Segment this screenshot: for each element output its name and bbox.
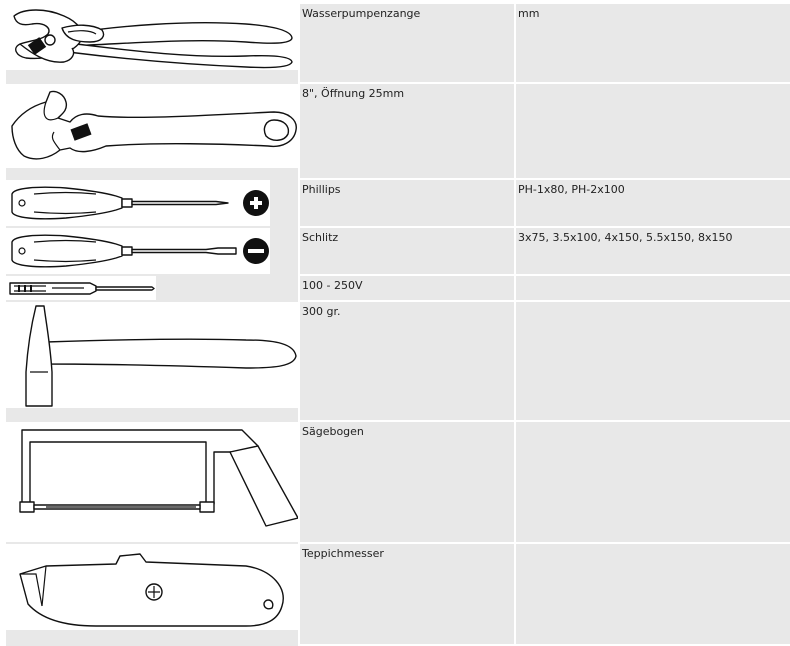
description-cell [300, 276, 514, 300]
description-text: Wasserpumpenzange [302, 7, 421, 20]
sizes-text: mm [518, 7, 540, 20]
sizes-cell [516, 4, 790, 82]
sizes-cell [516, 228, 790, 274]
description-cell [300, 180, 514, 226]
table-row [0, 4, 790, 84]
image-cell [6, 302, 298, 422]
description-text: Schlitz [302, 231, 339, 244]
description-text: 100 - 250V [302, 279, 363, 292]
slotted-screwdriver-image [6, 228, 270, 274]
table-row [0, 544, 790, 646]
table-row [0, 302, 790, 422]
voltage-tester-image [6, 276, 156, 300]
description-cell [300, 302, 514, 420]
table-row [0, 276, 790, 302]
description-cell [300, 4, 514, 82]
image-cell [6, 228, 298, 276]
sizes-cell [516, 180, 790, 226]
sizes-cell [516, 422, 790, 542]
description-cell [300, 422, 514, 542]
description-text: Teppichmesser [302, 547, 384, 560]
description-text: 8", Öffnung 25mm [302, 87, 405, 100]
sizes-text: 3x75, 3.5x100, 4x150, 5.5x150, 8x150 [518, 231, 733, 244]
description-text: Phillips [302, 183, 341, 196]
image-cell [6, 180, 298, 228]
description-cell [300, 228, 514, 274]
description-text: 300 gr. [302, 305, 341, 318]
table-row [0, 180, 790, 228]
utility-knife-image [6, 544, 298, 630]
description-cell [300, 84, 514, 178]
hacksaw-image [6, 422, 298, 542]
table-row [0, 84, 790, 180]
sizes-cell [516, 276, 790, 300]
phillips-screwdriver-image [6, 180, 270, 226]
image-cell [6, 276, 298, 302]
hammer-image [6, 302, 298, 408]
description-cell [300, 544, 514, 644]
sizes-cell [516, 544, 790, 644]
water-pump-pliers-image [6, 4, 298, 70]
sizes-cell [516, 84, 790, 178]
image-cell [6, 422, 298, 544]
image-cell [6, 84, 298, 180]
sizes-cell [516, 302, 790, 420]
table-row [0, 228, 790, 276]
image-cell [6, 4, 298, 84]
description-text: Sägebogen [302, 425, 364, 438]
image-cell [6, 544, 298, 646]
table-row [0, 422, 790, 544]
sizes-text: PH-1x80, PH-2x100 [518, 183, 625, 196]
adjustable-wrench-image [6, 84, 298, 168]
